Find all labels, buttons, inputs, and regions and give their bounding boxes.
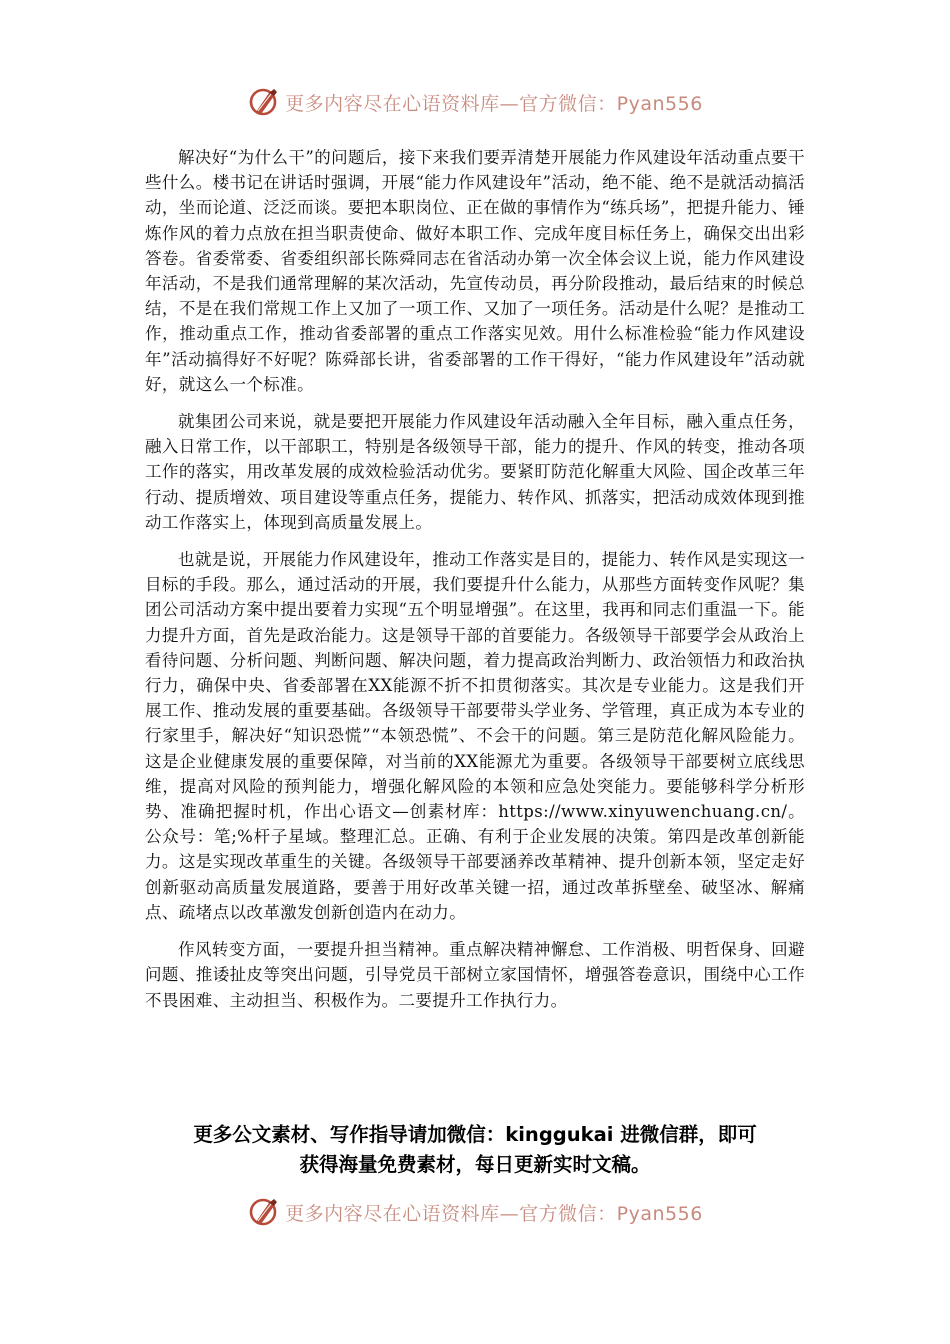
paragraph-1: 解决好“为什么干”的问题后，接下来我们要弄清楚开展能力作风建设年活动重点要干些什么。楼书记在讲话时强调，开展“能力作风建设年”活动，绝不能、绝不是就活动搞活动，坐而论道、泛泛而谈。要把本职岗位、正在做的事情作为“练兵场”，把提升能力、锤炼作风的着力点放在担当职责使命、做好本职工作、完成年度目标任务上，确保交出出彩答卷。省委常委、省委组织部长陈舜同志在省活动办第一次全体会议上说，能力作风建设年活动，不是我们通常理解的某次活动，先宣传动员，再分阶段推动，最后结束的时候总结，不是在我们常规工作上又加了一项工作、又加了一项任务。活动是什么呢？是推动工作，推动重点工作，推动省委部署的重点工作落实见效。用什么标准检验“能力作风建设年”活动搞得好不好呢？陈舜部长讲，省委部署的工作干得好，“能力作风建设年”活动就好，就这么一个标准。 — [145, 148, 805, 394]
notice-line-2: 获得海量免费素材，每日更新实时文稿。 — [299, 1153, 651, 1176]
header-banner — [0, 80, 950, 124]
header-banner-text: 更多内容尽在心语资料库—官方微信：Pyan556 — [285, 92, 703, 115]
paragraph-2: 就集团公司来说，就是要把开展能力作风建设年活动融入全年目标，融入重点任务，融入日常工作，以干部职工，特别是各级领导干部，能力的提升、作风的转变，推动各项工作的落实，用改革发展的成效检验活动优劣。要紧盯防范化解重大风险、国企改革三年行动、提质增效、项目建设等重点任务，提能力、转作风、抓落实，把活动成效体现到推动工作落实上，体现到高质量发展上。 — [145, 412, 805, 532]
paragraph-4: 作风转变方面，一要提升担当精神。重点解决精神懈怠、工作消极、明哲保身、回避问题、推诿扯皮等突出问题，引导党员干部树立家国情怀，增强答卷意识，围绕中心工作不畏困难、主动担当、积极作为。二要提升工作执行力。 — [145, 940, 805, 1010]
header-wechat-id: Pyan556 — [616, 92, 703, 115]
footer-banner-text: 更多内容尽在心语资料库—官方微信：Pyan556 — [285, 1202, 703, 1225]
paragraph-3: 也就是说，开展能力作风建设年，推动工作落实是目的，提能力、转作风是实现这一目标的手段。那么，通过活动的开展，我们要提升什么能力，从那些方面转变作风呢？集团公司活动方案中提出要着力实现“五个明显增强”。在这里，我再和同志们重温一下。能力提升方面，首先是政治能力。这是领导干部的首要能力。各级领导干部要学会从政治上看待问题、分析问题、判断问题、解决问题，着力提高政治判断力、政治领悟力和政治执行力，确保中央、省委部署在XX能源不折不扣贯彻落实。其次是专业能力。这是我们开展工作、推动发展的重要基础。各级领导干部要带头学业务、学管理，真正成为本专业的行家里手，解决好“知识恐慌”“本领恐慌”、不会干的问题。第三是防范化解风险能力。这是企业健康发展的重要保障，对当前的XX能源尤为重要。各级领导干部要树立底线思维，提高对风险的预判能力，增强化解风险的本领和应急处突能力。要能够科学分析形势、准确把握时机，作出心语文—创素材库：https://www.xinyuwenchuang.cn/。公众号：笔;%杆子星域。整理汇总。正确、有利于企业发展的决策。第四是改革创新能力。这是实现改革重生的关键。各级领导干部要涵养改革精神、提升创新本领，坚定走好创新驱动高质量发展道路，要善于用好改革关键一招，通过改革拆壁垒、破坚冰、解痛点、疏堵点以改革激发创新创造内在动力。 — [145, 550, 805, 922]
pen-nib-logo-icon — [247, 1195, 281, 1229]
notice-line-1: 更多公文素材、写作指导请加微信：kinggukai 进微信群，即可 — [193, 1123, 757, 1146]
wechat-notice — [145, 1120, 805, 1180]
footer-wechat-id: Pyan556 — [616, 1202, 703, 1225]
document-body — [145, 145, 805, 1025]
footer-banner — [0, 1190, 950, 1234]
pen-nib-logo-icon — [247, 85, 281, 119]
